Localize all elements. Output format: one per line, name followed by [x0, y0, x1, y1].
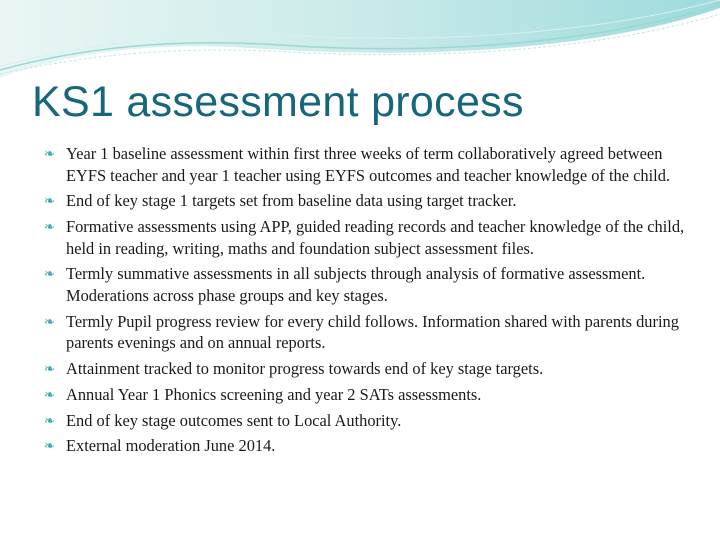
- page-curl-icon: ❧: [44, 220, 55, 236]
- bullet-text: External moderation June 2014.: [66, 436, 276, 456]
- bullet-item: [44, 143, 700, 186]
- bullet-list: [44, 143, 700, 461]
- page-curl-icon: ❧: [44, 387, 55, 403]
- bullet-text: Attainment tracked to monitor progress towards end of key stage targets.: [66, 358, 544, 378]
- page-curl-icon: ❧: [44, 147, 55, 162]
- page-curl-icon: ❧: [44, 267, 55, 283]
- bullet-text: Annual Year 1 Phonics screening and year 2 SATs assessments.: [66, 384, 482, 404]
- bullet-item: [44, 410, 700, 432]
- bullet-item: [44, 384, 700, 406]
- page-curl-icon: ❧: [44, 439, 55, 455]
- page-curl-icon: ❧: [44, 413, 55, 429]
- page-curl-icon: ❧: [44, 361, 55, 377]
- page-curl-icon: ❧: [44, 194, 55, 210]
- bullet-text: Termly Pupil progress review for every child follows. Information shared with parents during parents evenings and on annual reports.: [66, 311, 679, 353]
- bullet-text: End of key stage 1 targets set from baseline data using target tracker.: [66, 191, 517, 211]
- bullet-text: End of key stage outcomes sent to Local Authority.: [66, 410, 402, 430]
- slide-title: KS1 assessment process: [32, 78, 524, 126]
- bullet-item: [44, 190, 700, 212]
- bullet-item: [44, 311, 700, 354]
- bullet-item: [44, 263, 700, 306]
- header-wave-decoration: [0, 0, 720, 90]
- bullet-item: [44, 435, 700, 457]
- bullet-text: Termly summative assessments in all subjects through analysis of formative assessment. Moderations across phase groups and key stages.: [66, 264, 646, 305]
- bullet-text: Formative assessments using APP, guided reading records and teacher knowledge of the child, held in reading, writing, maths and foundation subject assessment files.: [66, 217, 685, 258]
- bullet-item: [44, 358, 700, 380]
- bullet-text: Year 1 baseline assessment within first three weeks of term collaboratively agreed between EYFS teacher and year 1 teacher using EYFS outcomes and teacher knowledge of the child.: [66, 144, 670, 185]
- page-curl-icon: ❧: [44, 314, 55, 330]
- bullet-item: [44, 216, 700, 259]
